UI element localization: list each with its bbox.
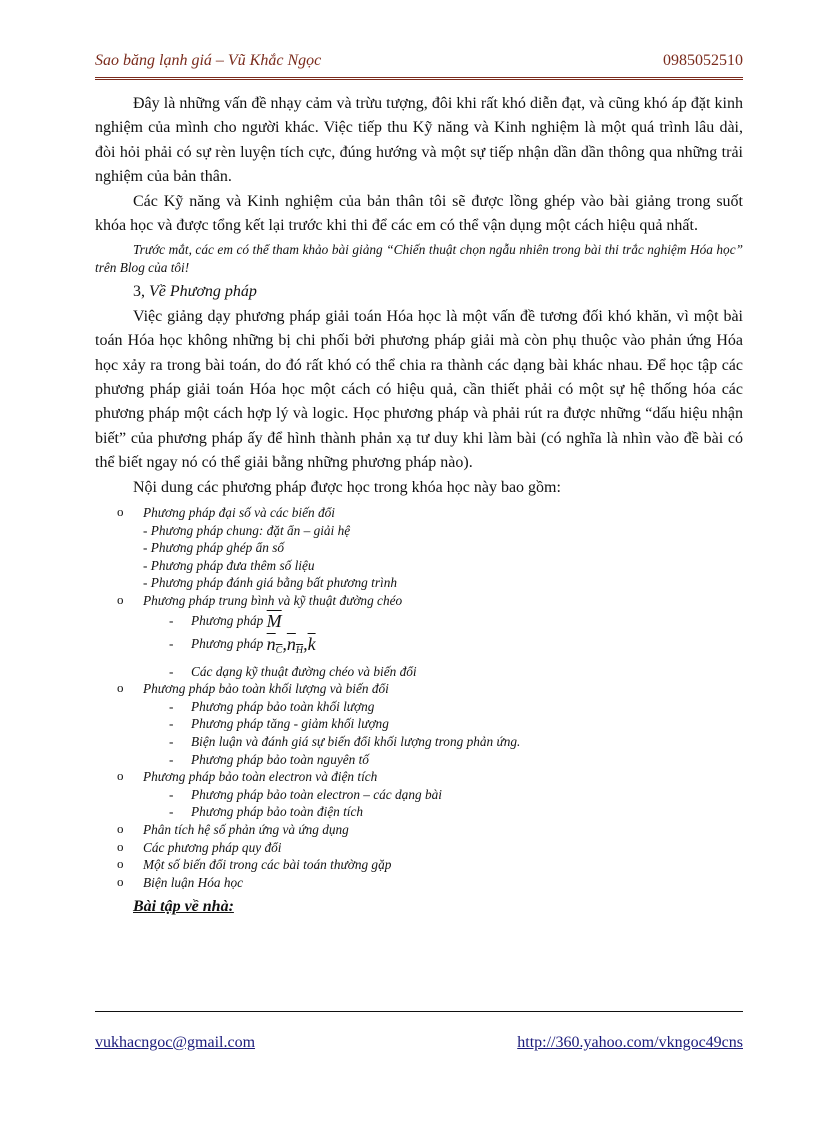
method-title: Phương pháp đại số và các biến đổi <box>143 505 335 521</box>
footer-url-link[interactable]: http://360.yahoo.com/vkngoc49cns <box>517 1034 743 1051</box>
page-header <box>95 52 743 70</box>
page-footer <box>95 1034 743 1052</box>
method-title: Phương pháp bảo toàn khối lượng và biến đổi <box>143 681 389 697</box>
method-item: o Phân tích hệ số phản ứng và ứng dụng <box>95 821 743 839</box>
formula-n-c <box>267 634 283 654</box>
method-sublist <box>143 522 743 592</box>
formula-n-h <box>287 634 303 654</box>
n-letter: n <box>286 633 296 654</box>
method-item: o Biện luận Hóa học <box>95 874 743 892</box>
sub-item: - Phương pháp bảo toàn nguyên tố <box>143 751 743 769</box>
method-title: Phương pháp bảo toàn electron và điện tích <box>143 769 378 785</box>
sub-item-label: Phương pháp <box>191 635 267 651</box>
comma: , <box>303 633 308 654</box>
header-author: Sao băng lạnh giá – Vũ Khắc Ngọc <box>95 52 322 69</box>
method-sublist <box>143 610 743 681</box>
method-item <box>95 504 743 592</box>
method-item <box>95 680 743 768</box>
sub-item <box>143 610 743 632</box>
method-item: o Một số biến đổi trong các bài toán thường gặp <box>95 856 743 874</box>
sub-item: - Phương pháp đánh giá bằng bất phương trình <box>143 575 398 591</box>
method-item <box>95 592 743 680</box>
sub-item: - Phương pháp ghép ẩn số <box>143 540 285 556</box>
h-subscript: H <box>295 644 304 656</box>
sub-item: - Phương pháp bảo toàn điện tích <box>143 803 743 821</box>
n-letter: n <box>266 633 276 654</box>
paragraph-2: Các Kỹ năng và Kinh nghiệm của bản thân tôi sẽ được lồng ghép vào bài giảng trong suốt khóa học và được tổng kết lại trước khi thi để các em có thể vận dụng một cách hiệu quả nhất. <box>95 192 743 235</box>
section-number: 3, <box>133 283 149 301</box>
methods-list <box>95 504 743 891</box>
paragraph-3: Việc giảng dạy phương pháp giải toán Hóa học là một vấn đề tương đối khó khăn, vì một bài toán Hóa học không những bị chi phối bởi phương pháp giải mà còn phụ thuộc vào phản ứng Hóa học xảy ra trong bài toán, do đó rất khó có thể chia ra thành các dạng bài khác nhau. Để học tập các phương pháp giải toán Hóa học một cách có hiệu quả, cần thiết phải có một sự hệ thống hóa các phương pháp một cách hợp lý và logic. Học phương pháp và phải rút ra được những “dấu hiệu nhận biết” của phương pháp ấy để hình thành phản xạ tư duy khi làm bài (có nghĩa là nhìn vào đề bài có thể biết ngay nó có thể giải bằng những phương pháp nào). <box>95 307 743 472</box>
section-title: Về Phương pháp <box>149 283 257 301</box>
comma: , <box>282 633 287 654</box>
formula-m-bar: $\overline{M}$ <box>266 610 282 631</box>
formula-k-bar: $\overline{k}$ <box>307 633 316 654</box>
sub-item: - Phương pháp chung: đặt ẩn – giải hệ <box>143 522 351 538</box>
paragraph-4: Nội dung các phương pháp được học trong khóa học này bao gồm: <box>133 478 561 496</box>
sub-item <box>143 632 743 663</box>
sub-item: - Phương pháp bảo toàn khối lượng <box>143 698 743 716</box>
paragraph-1: Đây là những vấn đề nhạy cảm và trừu tượng, đôi khi rất khó diễn đạt, và cũng khó áp đặt kinh nghiệm của mình cho người khác. Việc tiếp thu Kỹ năng và Kinh nghiệm là một quá trình lâu dài, đòi hỏi phải có sự rèn luyện tích cực, đúng hướng và một sự tiếp nhận dần dần thông qua những trải nghiệm của bản thân. <box>95 95 743 186</box>
document-body <box>95 92 743 920</box>
header-divider <box>95 77 743 80</box>
sub-item: - Phương pháp tăng - giảm khối lượng <box>143 715 743 733</box>
sub-item: - Phương pháp đưa thêm số liệu <box>143 557 315 573</box>
sub-item: - Các dạng kỹ thuật đường chéo và biến đổi <box>143 663 743 681</box>
sub-item-label: Phương pháp <box>191 612 267 628</box>
section-heading <box>95 280 743 304</box>
blog-note: Trước mắt, các em có thể tham khảo bài giảng “Chiến thuật chọn ngẫu nhiên trong bài thi trắc nghiệm Hóa học” trên Blog của tôi! <box>95 242 743 275</box>
footer-divider <box>95 1011 743 1012</box>
method-item <box>95 768 743 821</box>
sub-item: - Biện luận và đánh giá sự biến đổi khối lượng trong phản ứng. <box>143 733 743 751</box>
method-sublist <box>143 786 743 821</box>
c-subscript: C <box>275 644 283 656</box>
footer-email-link[interactable]: vukhacngoc@gmail.com <box>95 1034 256 1051</box>
sub-item: - Phương pháp bảo toàn electron – các dạng bài <box>143 786 743 804</box>
method-title: Phương pháp trung bình và kỹ thuật đường chéo <box>143 593 403 609</box>
method-sublist <box>143 698 743 768</box>
formula-nc-nh-k <box>267 634 316 654</box>
header-phone: 0985052510 <box>663 52 743 69</box>
method-item: o Các phương pháp quy đổi <box>95 839 743 857</box>
homework-heading: Bài tập về nhà: <box>133 898 234 916</box>
